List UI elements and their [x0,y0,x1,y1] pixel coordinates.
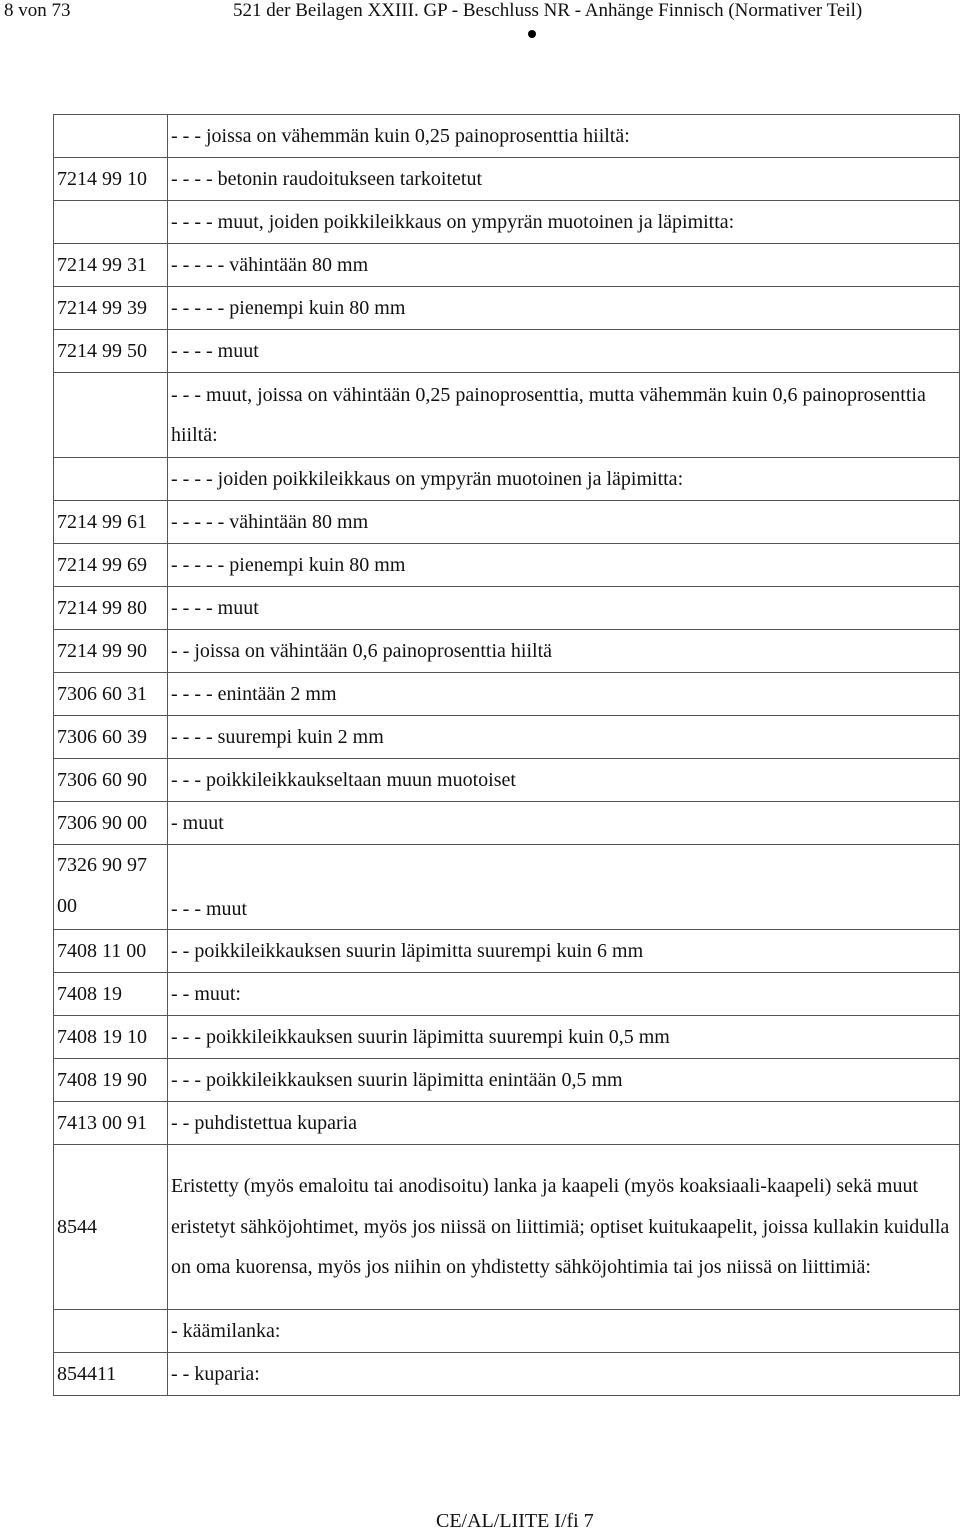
table-row [54,716,960,759]
table-row [54,287,960,330]
row-code: 7326 90 97 00 [54,845,168,930]
row-code: 7214 99 50 [54,330,168,373]
table-row [54,201,960,244]
row-description: - - muut: [168,973,960,1016]
table-row [54,630,960,673]
row-description: - - - poikkileikkauksen suurin läpimitta suurempi kuin 0,5 mm [168,1016,960,1059]
table-row [54,544,960,587]
row-description: - - - - muut [168,587,960,630]
row-code: 7306 90 00 [54,802,168,845]
row-description: - - - - - pienempi kuin 80 mm [168,287,960,330]
row-description: - - kuparia: [168,1353,960,1396]
row-code: 7306 60 39 [54,716,168,759]
row-code [54,201,168,244]
row-description: - - - - - pienempi kuin 80 mm [168,544,960,587]
row-code: 7408 19 10 [54,1016,168,1059]
row-description: Eristetty (myös emaloitu tai anodisoitu) lanka ja kaapeli (myös koaksiaali-kaapeli) sekä muut eristetyt sähköjohtimet, myös jos niissä on liittimiä; optiset kuitukaapelit, joissa kullakin kuidulla on oma kuorensa, myös jos niihin on yhdistetty sähköjohtimia tai jos niissä on liittimiä: [168,1145,960,1310]
row-code: 7214 99 80 [54,587,168,630]
row-code [54,115,168,158]
row-description: - - - - joiden poikkileikkaus on ympyrän muotoinen ja läpimitta: [168,458,960,501]
row-code [54,458,168,501]
table-row [54,458,960,501]
row-code: 7413 00 91 [54,1102,168,1145]
table-row [54,1016,960,1059]
table-row [54,501,960,544]
table-row [54,373,960,458]
table-row [54,1145,960,1310]
table-row [54,1059,960,1102]
row-description: - - - poikkileikkauksen suurin läpimitta enintään 0,5 mm [168,1059,960,1102]
row-description: - - - - suurempi kuin 2 mm [168,716,960,759]
row-code: 7214 99 10 [54,158,168,201]
row-description: - - joissa on vähintään 0,6 painoprosenttia hiiltä [168,630,960,673]
row-description: - käämilanka: [168,1310,960,1353]
row-description: - muut [168,802,960,845]
table-row [54,673,960,716]
row-code: 7214 99 61 [54,501,168,544]
table-row [54,1310,960,1353]
row-description: - - - joissa on vähemmän kuin 0,25 painoprosenttia hiiltä: [168,115,960,158]
row-description: - - - - enintään 2 mm [168,673,960,716]
row-description: - - - - muut [168,330,960,373]
table-row [54,1353,960,1396]
row-description: - - - poikkileikkaukseltaan muun muotoiset [168,759,960,802]
row-description: - - - - betonin raudoitukseen tarkoitetut [168,158,960,201]
row-description: - - - - muut, joiden poikkileikkaus on ympyrän muotoinen ja läpimitta: [168,201,960,244]
header-bullet-icon [528,30,536,38]
row-code: 7408 11 00 [54,930,168,973]
tariff-table [53,114,960,1396]
table-row [54,587,960,630]
row-code: 7408 19 90 [54,1059,168,1102]
table-row [54,802,960,845]
row-code: 8544 [54,1145,168,1310]
page-number: 8 von 73 [4,0,71,21]
row-code: 7214 99 31 [54,244,168,287]
row-code [54,1310,168,1353]
row-code: 7306 60 90 [54,759,168,802]
table-row [54,930,960,973]
table-row [54,845,960,930]
table-row [54,973,960,1016]
row-code: 7408 19 [54,973,168,1016]
row-code: 7214 99 90 [54,630,168,673]
row-description: - - - - - vähintään 80 mm [168,244,960,287]
row-code: 7306 60 31 [54,673,168,716]
row-code: 854411 [54,1353,168,1396]
table-row [54,115,960,158]
row-description: - - puhdistettua kuparia [168,1102,960,1145]
row-description: - - poikkileikkauksen suurin läpimitta suurempi kuin 6 mm [168,930,960,973]
table-row [54,1102,960,1145]
table-row [54,158,960,201]
table-row [54,759,960,802]
table-row [54,244,960,287]
row-description: - - - - - vähintään 80 mm [168,501,960,544]
row-code: 7214 99 39 [54,287,168,330]
row-code: 7214 99 69 [54,544,168,587]
table-row [54,330,960,373]
row-description: - - - muut [168,845,960,930]
page-header-title: 521 der Beilagen XXIII. GP - Beschluss NR - Anhänge Finnisch (Normativer Teil) [233,0,863,21]
row-code [54,373,168,458]
row-description: - - - muut, joissa on vähintään 0,25 painoprosenttia, mutta vähemmän kuin 0,6 painoprosenttia hiiltä: [168,373,960,458]
document-reference: CE/AL/LIITE I/fi 7 [436,1510,594,1532]
